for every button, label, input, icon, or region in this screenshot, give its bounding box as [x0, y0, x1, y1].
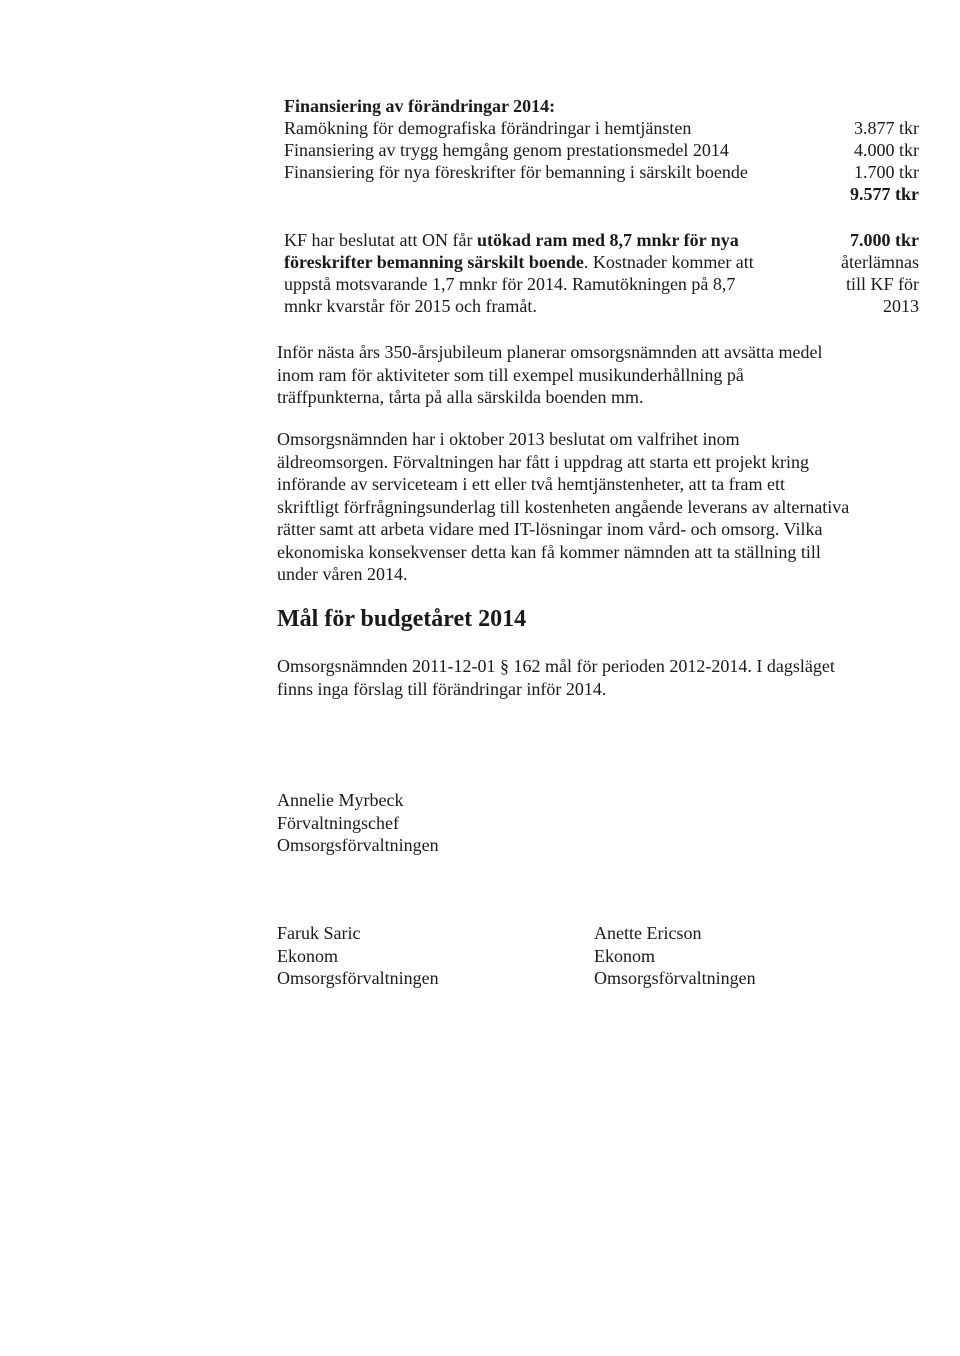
- paragraph-line: träffpunkterna, tårta på alla särskilda boenden mm.: [277, 387, 644, 407]
- kf-note-line-1-prefix: KF har beslutat att ON får: [284, 230, 477, 250]
- kf-note-line-4: mnkr kvarstår för 2015 och framåt.: [284, 296, 537, 316]
- paragraph-line: skriftligt förfrågningsunderlag till kostenheten angående leverans av alternativa: [277, 496, 850, 517]
- kf-side-note: återlämnas: [841, 252, 919, 272]
- signature-main: [277, 789, 439, 857]
- financing-item-label: Ramökning för demografiska förändringar i hemtjänsten: [284, 118, 692, 138]
- signature-name: Anette Ericson: [594, 923, 702, 943]
- kf-side-note: 2013: [883, 296, 919, 316]
- signature-title: Ekonom: [594, 945, 655, 966]
- signature-title: Förvaltningschef: [277, 812, 399, 833]
- financing-total: 9.577 tkr: [850, 184, 919, 204]
- signature-name: Annelie Myrbeck: [277, 790, 404, 810]
- financing-item-amount: 3.877 tkr: [854, 118, 919, 138]
- paragraph-jubileum: [277, 341, 823, 409]
- goals-paragraph: [277, 655, 835, 700]
- signature-right: [594, 922, 756, 990]
- paragraph-line: inom ram för aktiviteter som till exempel musikunderhållning på: [277, 364, 744, 385]
- signature-left: [277, 922, 439, 990]
- kf-note-line-1-bold: utökad ram med 8,7 mnkr för nya: [476, 230, 739, 250]
- financing-item-label: Finansiering av trygg hemgång genom prestationsmedel 2014: [284, 140, 729, 160]
- paragraph-line: finns inga förslag till förändringar inför 2014.: [277, 678, 607, 699]
- financing-item-label: Finansiering för nya föreskrifter för bemanning i särskilt boende: [284, 162, 748, 182]
- kf-note-line-1: [284, 229, 739, 252]
- signature-org: Omsorgsförvaltningen: [277, 835, 439, 855]
- paragraph-valfrihet: [277, 428, 849, 586]
- kf-side-note: till KF för: [845, 274, 919, 294]
- signature-org: Omsorgsförvaltningen: [277, 968, 439, 988]
- paragraph-line: under våren 2014.: [277, 564, 408, 584]
- financing-item-amount: 1.700 tkr: [854, 162, 919, 182]
- paragraph-line: Omsorgsnämnden har i oktober 2013 beslutat om valfrihet inom: [277, 429, 740, 449]
- paragraph-line: äldreomsorgen. Förvaltningen har fått i uppdrag att starta ett projekt kring: [277, 451, 810, 472]
- paragraph-line: rätter samt att arbeta vidare med IT-lösningar inom vård- och omsorg. Vilka: [277, 519, 823, 539]
- kf-note-line-2: [284, 251, 754, 274]
- paragraph-line: ekonomiska konsekvenser detta kan få kommer nämnden att ta ställning till: [277, 541, 821, 562]
- signature-title: Ekonom: [277, 945, 338, 966]
- financing-heading: Finansiering av förändringar 2014:: [284, 96, 556, 116]
- signature-name: Faruk Saric: [277, 923, 361, 943]
- financing-item-amount: 4.000 tkr: [854, 140, 919, 160]
- signature-org: Omsorgsförvaltningen: [594, 968, 756, 988]
- kf-side-amount: 7.000 tkr: [850, 230, 919, 250]
- paragraph-line: införande av serviceteam i ett eller två hemtjänstenheter, att ta fram ett: [277, 474, 786, 494]
- paragraph-line: Inför nästa års 350-årsjubileum planerar omsorgsnämnden att avsätta medel: [277, 342, 823, 362]
- kf-note-line-2-rest: . Kostnader kommer att: [583, 252, 754, 272]
- paragraph-line: Omsorgsnämnden 2011-12-01 § 162 mål för perioden 2012-2014. I dagsläget: [277, 656, 835, 676]
- kf-note-line-3: uppstå motsvarande 1,7 mnkr för 2014. Ramutökningen på 8,7: [284, 274, 736, 294]
- goals-heading: Mål för budgetåret 2014: [277, 606, 527, 632]
- kf-note-line-2-bold: föreskrifter bemanning särskilt boende: [284, 252, 584, 272]
